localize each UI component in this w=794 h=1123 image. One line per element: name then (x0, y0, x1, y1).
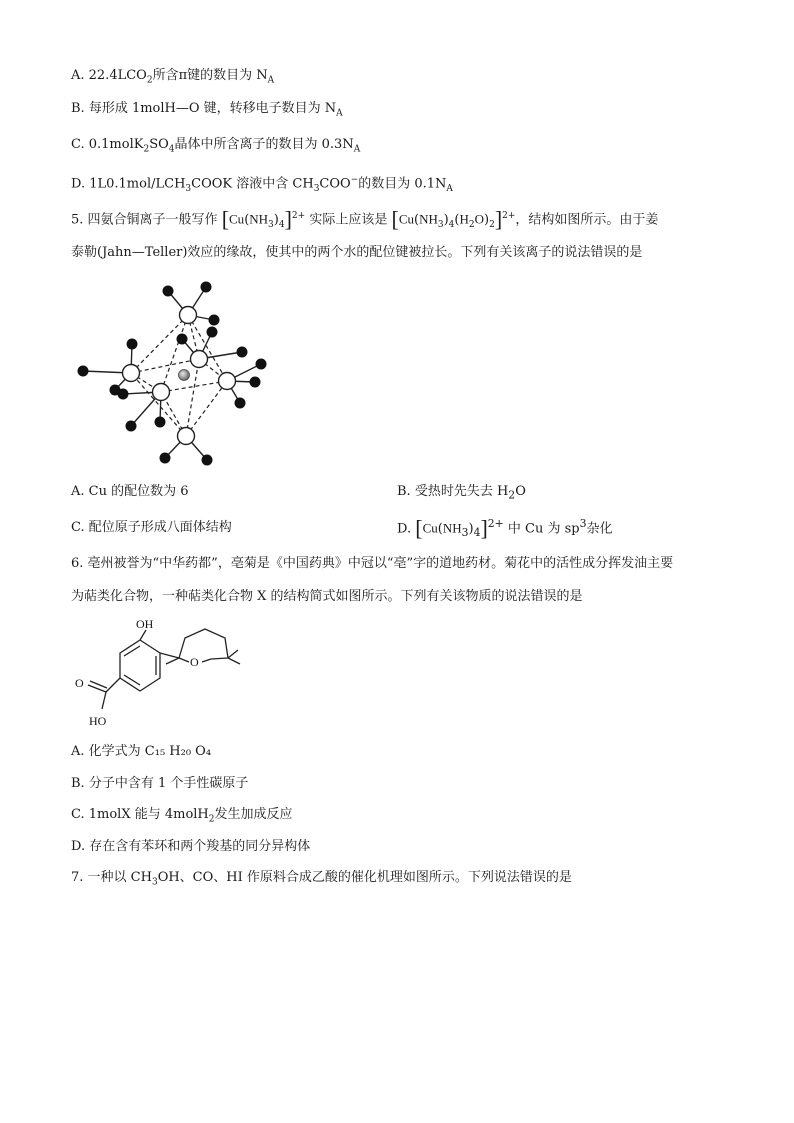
bracket-right-3: ] (480, 515, 488, 541)
q5-option-d: D. $[Cu(NH_3)_4]^{2+}$ 中 Cu 为 $sp^3$杂化 (397, 515, 613, 541)
q6-stem-line2: 为萜类化合物，一种萜类化合物 X 的结构简式如图所示。下列有关该物质的说法错误的是 (71, 589, 583, 604)
q6-option-d: D. 存在含有苯环和两个羧基的同分异构体 (71, 839, 311, 854)
q6-option-a: A. 化学式为 C₁₅ H₂₀ O₄ (71, 744, 212, 759)
bracket-right-2: ] (494, 206, 503, 232)
octahedral-complex-figure (72, 276, 282, 471)
q4-option-d: D. $1L0.1mol/LCH_3COOK$ 溶液中含 $CH_3COO^-$的数目为 $0.1N_A$ (71, 175, 453, 194)
q4-option-c: C. $0.1molK_2SO_4$晶体中所含离子的数目为 $0.3N_A$ (71, 137, 361, 155)
label-oh: OH (136, 618, 154, 631)
bracket-left: [ (221, 206, 230, 232)
label-ring-oxygen: O (190, 655, 199, 669)
q5-stem-line1: 5. 四氨合铜离子一般写作 $[Cu(NH_3)_4]^{2+}$ 实际上应该是 $[Cu(NH_3)_4(H_2O)_2]^{2+}$，结构如图所示。由于姜 (71, 206, 659, 232)
q5-option-b: B. 受热时先失去 $H_2O$ (397, 484, 526, 502)
q6-stem-line1: 6. 亳州被誉为“中华药都”，亳菊是《中国药典》中冠以“亳”字的道地药材。菊花中的活性成分挥发油主要 (71, 556, 674, 571)
q5-option-a: A. Cu 的配位数为 6 (71, 484, 189, 499)
q5-option-c: C. 配位原子形成八面体结构 (71, 520, 232, 535)
q4-option-b: B. 每形成 1molH—O 键，转移电子数目为 $N_A$ (71, 101, 343, 119)
bracket-left-3: [ (415, 515, 423, 541)
bracket-right: ] (284, 206, 292, 232)
label-ho: HO (89, 714, 107, 728)
q7-stem: 7. 一种以 $CH_3OH$、CO、HI 作原料合成乙酸的催化机理如图所示。下列说法错误的是 (71, 870, 572, 888)
terpenoid-structure-figure (72, 618, 242, 734)
label-carbonyl-oxygen: O (75, 676, 84, 690)
q4-option-a: A. $22.4LCO_2$所含π键的数目为 $N_A$ (71, 68, 275, 86)
copper-atom (179, 370, 190, 381)
q5-stem-line2: 泰勒(Jahn—Teller)效应的缘故，使其中的两个水的配位键被拉长。下列有关该离子的说法错误的是 (71, 245, 643, 260)
q6-option-c: C. 1molX 能与 4molH$_2$发生加成反应 (71, 807, 293, 825)
q6-option-b: B. 分子中含有 1 个手性碳原子 (71, 776, 249, 791)
bracket-left-2: [ (391, 206, 399, 232)
